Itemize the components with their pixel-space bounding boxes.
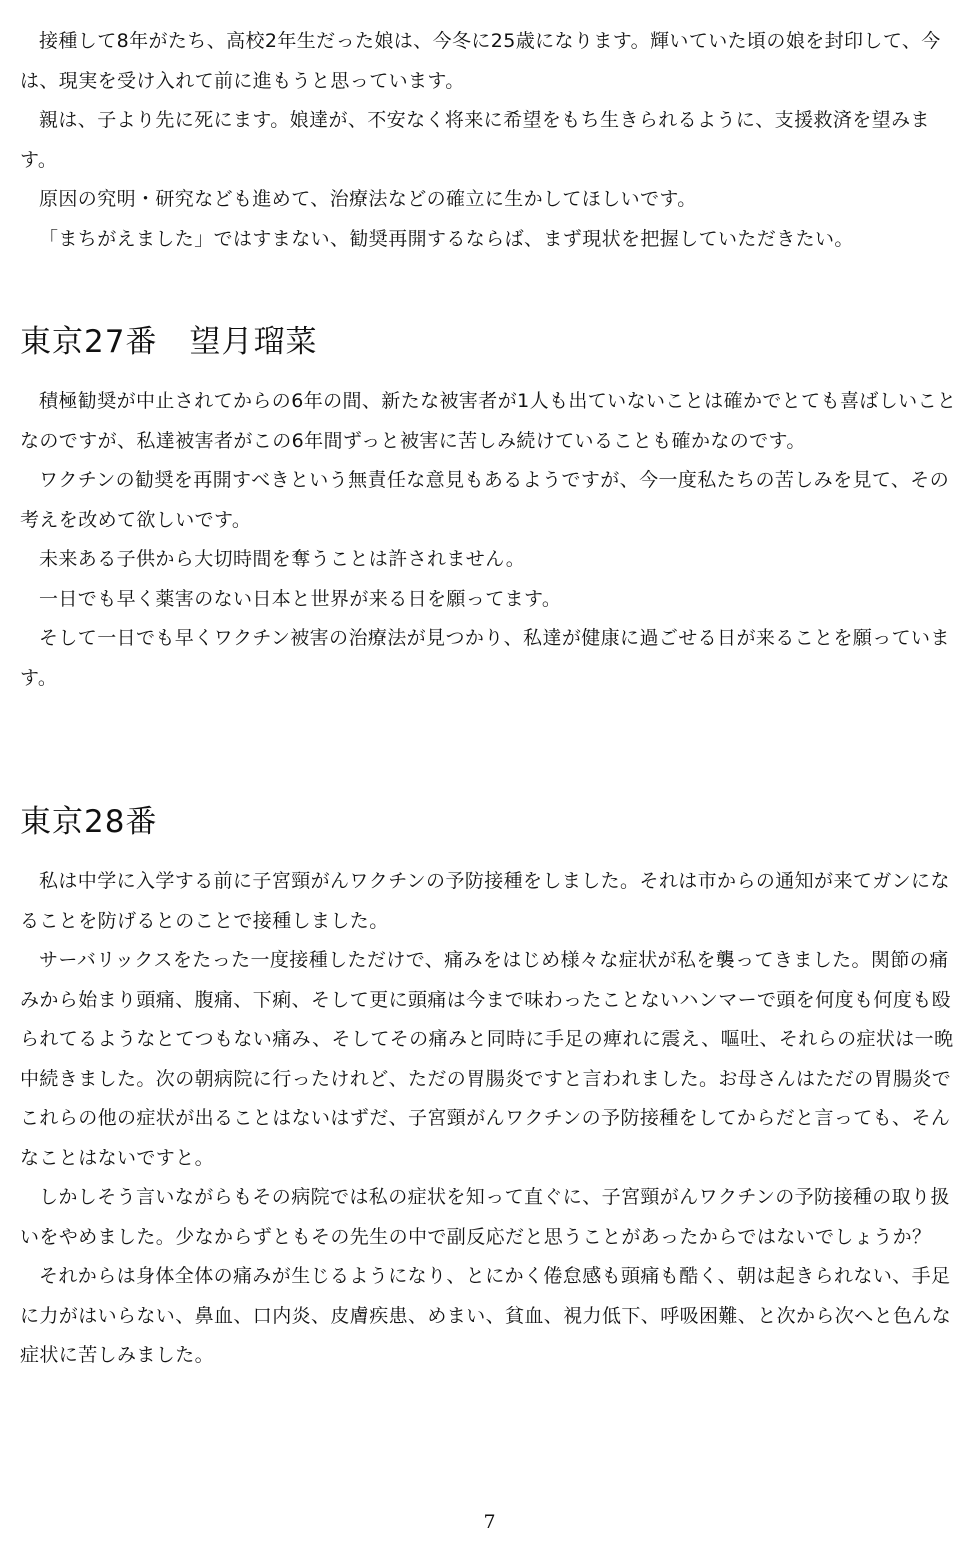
- paragraph: サーバリックスをたった一度接種しただけで、痛みをはじめ様々な症状が私を襲ってきました。関節の痛みから始まり頭痛、腹痛、下痢、そして更に頭痛は今まで味わったことないハンマーで頭を何度も何度も殴られてるようなとてつもない痛み、そしてその痛みと同時に手足の痺れに震え、嘔吐、それらの症状は一晩中続きました。次の朝病院に行ったけれど、ただの胃腸炎ですと言われました。お母さんはただの胃腸炎でこれらの他の症状が出ることはないはずだ、子宮頸がんワクチンの予防接種をしてからだと言っても、そんなことはないですと。: [20, 949, 954, 1169]
- paragraph: そして一日でも早くワクチン被害の治療法が見つかり、私達が健康に過ごせる日が来ることを願っています。: [20, 627, 950, 689]
- tokyo28-heading-block: [20, 800, 965, 844]
- intro-section: [20, 22, 965, 259]
- tokyo28-section: [20, 862, 965, 1376]
- tokyo27-heading-block: [20, 320, 965, 364]
- paragraph: 「まちがえました」ではすまない、勧奨再開するならば、まず現状を把握していただきたい。: [39, 227, 854, 250]
- page-number: 7: [483, 1511, 496, 1533]
- paragraph: 一日でも早く薬害のない日本と世界が来る日を願ってます。: [39, 587, 562, 610]
- paragraph: 未来ある子供から大切時間を奪うことは許されません。: [39, 548, 526, 570]
- paragraph: 積極勧奨が中止されてからの6年の間、新たな被害者が1人も出ていないことは確かでとても喜ばしいことなのですが、私達被害者がこの6年間ずっと被害に苦しみ続けていることも確かなのです。: [20, 390, 957, 452]
- section-heading-tokyo27: 東京27番 望月瑠菜: [20, 324, 318, 360]
- paragraph: 私は中学に入学する前に子宮頸がんワクチンの予防接種をしました。それは市からの通知が来てガンになることを防げるとのことで接種しました。: [20, 870, 950, 932]
- paragraph: それからは身体全体の痛みが生じるようになり、とにかく倦怠感も頭痛も酷く、朝は起きられない、手足に力がはいらない、鼻血、口内炎、皮膚疾患、めまい、貧血、視力低下、呼吸困難、と次から次へと色んな症状に苦しみました。: [20, 1265, 952, 1366]
- paragraph: ワクチンの勧奨を再開すべきという無責任な意見もあるようですが、今一度私たちの苦しみを見て、その考えを改めて欲しいです。: [20, 469, 950, 531]
- paragraph: 原因の究明・研究なども進めて、治療法などの確立に生かしてほしいです。: [39, 188, 697, 210]
- paragraph: 接種して8年がたち、高校2年生だった娘は、今冬に25歳になります。輝いていた頃の娘を封印して、今は、現実を受け入れて前に進もうと思っています。: [20, 30, 941, 92]
- paragraph: 親は、子より先に死にます。娘達が、不安なく将来に希望をもち生きられるように、支援救済を望みます。: [20, 109, 930, 171]
- tokyo27-section: [20, 382, 965, 698]
- section-heading-tokyo28: 東京28番: [20, 804, 158, 840]
- paragraph: しかしそう言いながらもその病院では私の症状を知って直ぐに、子宮頸がんワクチンの予防接種の取り扱いをやめました。少なからずともその先生の中で副反応だと思うことがあったからではないでしょうか？: [20, 1186, 950, 1248]
